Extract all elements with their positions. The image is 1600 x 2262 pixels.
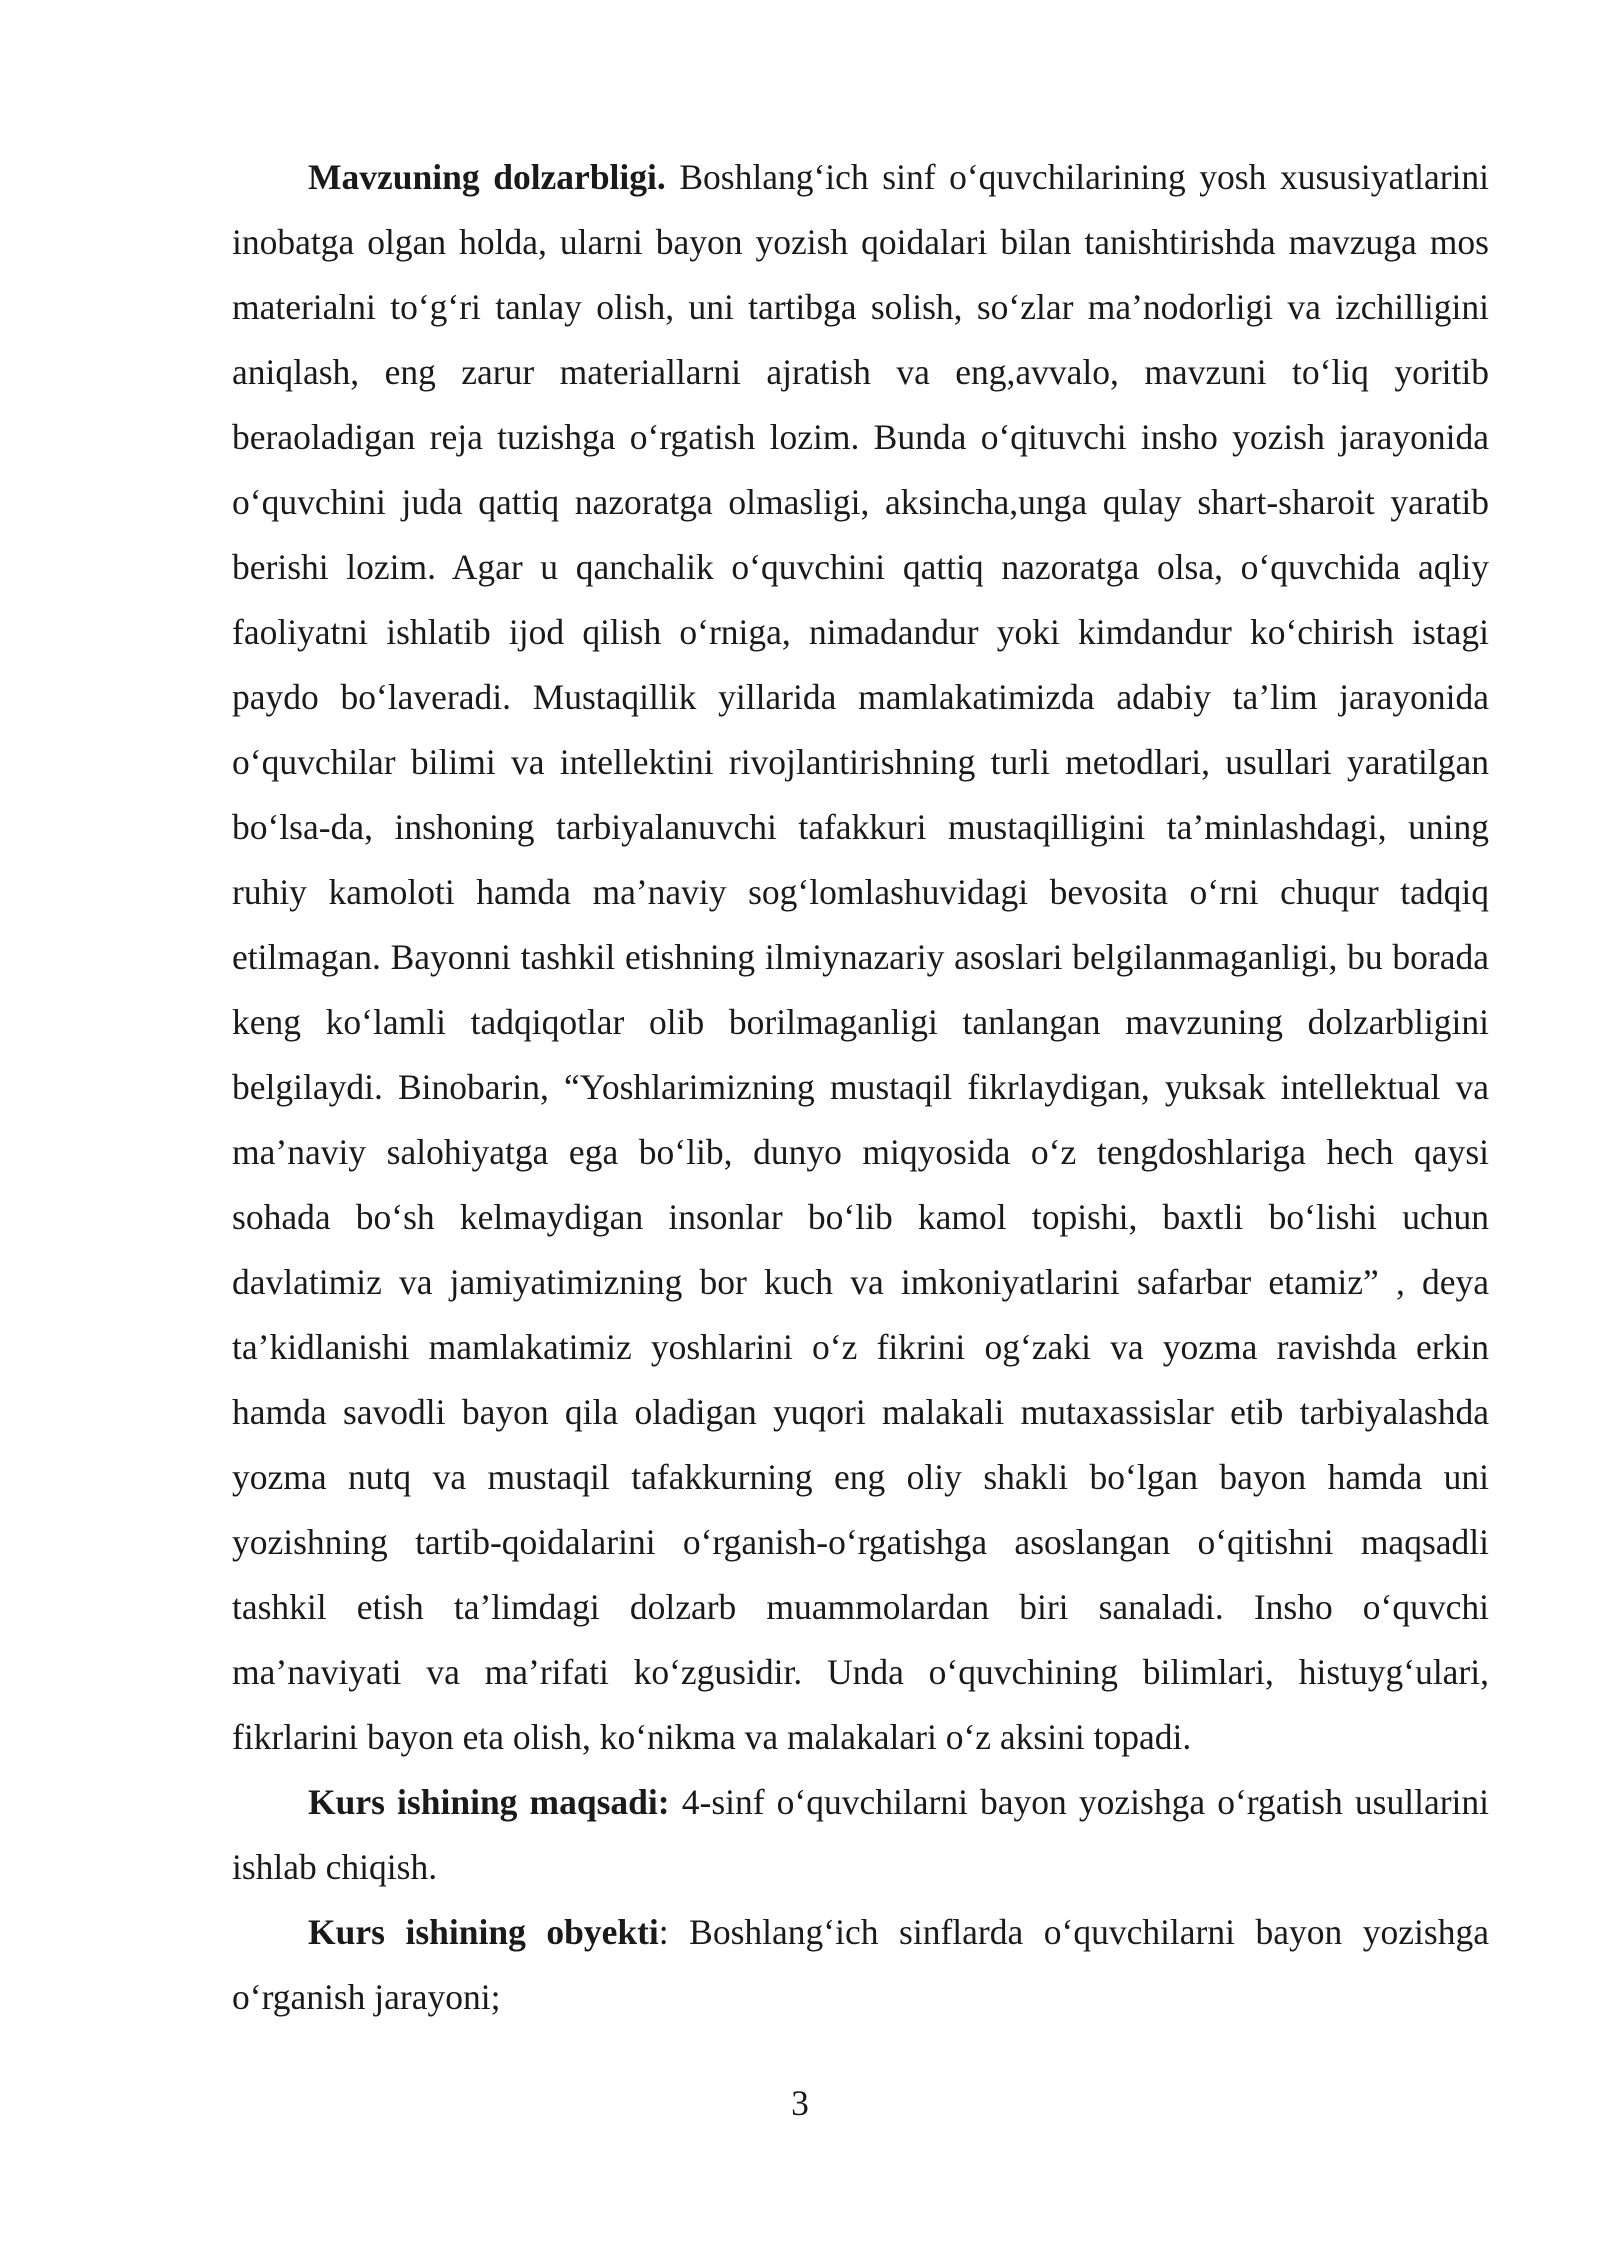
paragraph-text: 4-sinf o‘quvchilarni bayon yozishga o‘rgatish usullarini ishlab chiqish.	[232, 1782, 1490, 1887]
paragraph-relevance	[232, 145, 1489, 1770]
page-number: 3	[791, 2083, 809, 2123]
paragraph-text: Boshlang‘ich sinf o‘quvchilarining yosh xususiyatlarini inobatga olgan holda, ularni bayon yozish qoidalari bilan tanishtirishda mavzuga mos materialni to‘g‘ri tanlay olish, uni tartibga solish, so‘zlar ma’nodorligi va izchilligini aniqlash, eng zarur materiallarni ajratish va eng,avvalo, mavzuni to‘liq yoritib beraoladigan reja tuzishga o‘rgatish lozim. Bunda o‘qituvchi insho yozish jarayonida o‘quvchini juda qattiq nazoratga olmasligi, aksincha,unga qulay shart-sharoit yaratib berishi lozim. Agar u qanchalik o‘quvchini qattiq nazoratga olsa, o‘quvchida aqliy faoliyatni ishlatib ijod qilish o‘rniga, nimadandur yoki kimdandur ko‘chirish istagi paydo bo‘laveradi. Mustaqillik yillarida mamlakatimizda adabiy ta’lim jarayonida o‘quvchilar bilimi va intellektini rivojlantirishning turli metodlari, usullari yaratilgan bo‘lsa-da, inshoning tarbiyalanuvchi tafakkuri mustaqilligini ta’minlashdagi, uning ruhiy kamoloti hamda ma’naviy sog‘lomlashuvidagi bevosita o‘rni chuqur tadqiq etilmagan. Bayonni tashkil etishning ilmiynazariy asoslari belgilanmaganligi, bu borada keng ko‘lamli tadqiqotlar olib borilmaganligi tanlangan mavzuning dolzarbligini belgilaydi. Binobarin, “Yoshlarimizning mustaqil fikrlaydigan, yuksak intellektual va ma’naviy salohiyatga ega bo‘lib, dunyo miqyosida o‘z tengdoshlariga hech qaysi sohada bo‘sh kelmaydigan insonlar bo‘lib kamol topishi, baxtli bo‘lishi uchun davlatimiz va jamiyatimizning bor kuch va imkoniyatlarini safarbar etamiz” , deya ta’kidlanishi mamlakatimiz yoshlarini o‘z fikrini og‘zaki va yozma ravishda erkin hamda savodli bayon qila oladigan yuqori malakali mutaxassislar etib tarbiyalashda yozma nutq va mustaqil tafakkurning eng oliy shakli bo‘lgan bayon hamda uni yozishning tartib-qoidalarini o‘rganish-o‘rgatishga asoslangan o‘qitishni maqsadli tashkil etish ta’limdagi dolzarb muammolardan biri sanaladi. Insho o‘quvchi ma’naviyati va ma’rifati ko‘zgusidir. Unda o‘quvchining bilimlari, histuyg‘ulari, fikrlarini bayon eta olish, ko‘nikma va malakalari o‘z aksini topadi.	[232, 157, 1489, 1757]
paragraph-heading: Kurs ishining maqsadi:	[308, 1782, 670, 1822]
paragraph-goal	[232, 1770, 1489, 1900]
paragraph-heading: Kurs ishining obyekti	[308, 1912, 659, 1952]
paragraph-text: : Boshlang‘ich sinflarda o‘quvchilarni bayon yozishga o‘rganish jarayoni;	[232, 1912, 1489, 2017]
paragraph-heading: Mavzuning dolzarbligi.	[308, 157, 666, 197]
paragraph-object	[232, 1900, 1489, 2030]
document-body	[232, 145, 1489, 2030]
